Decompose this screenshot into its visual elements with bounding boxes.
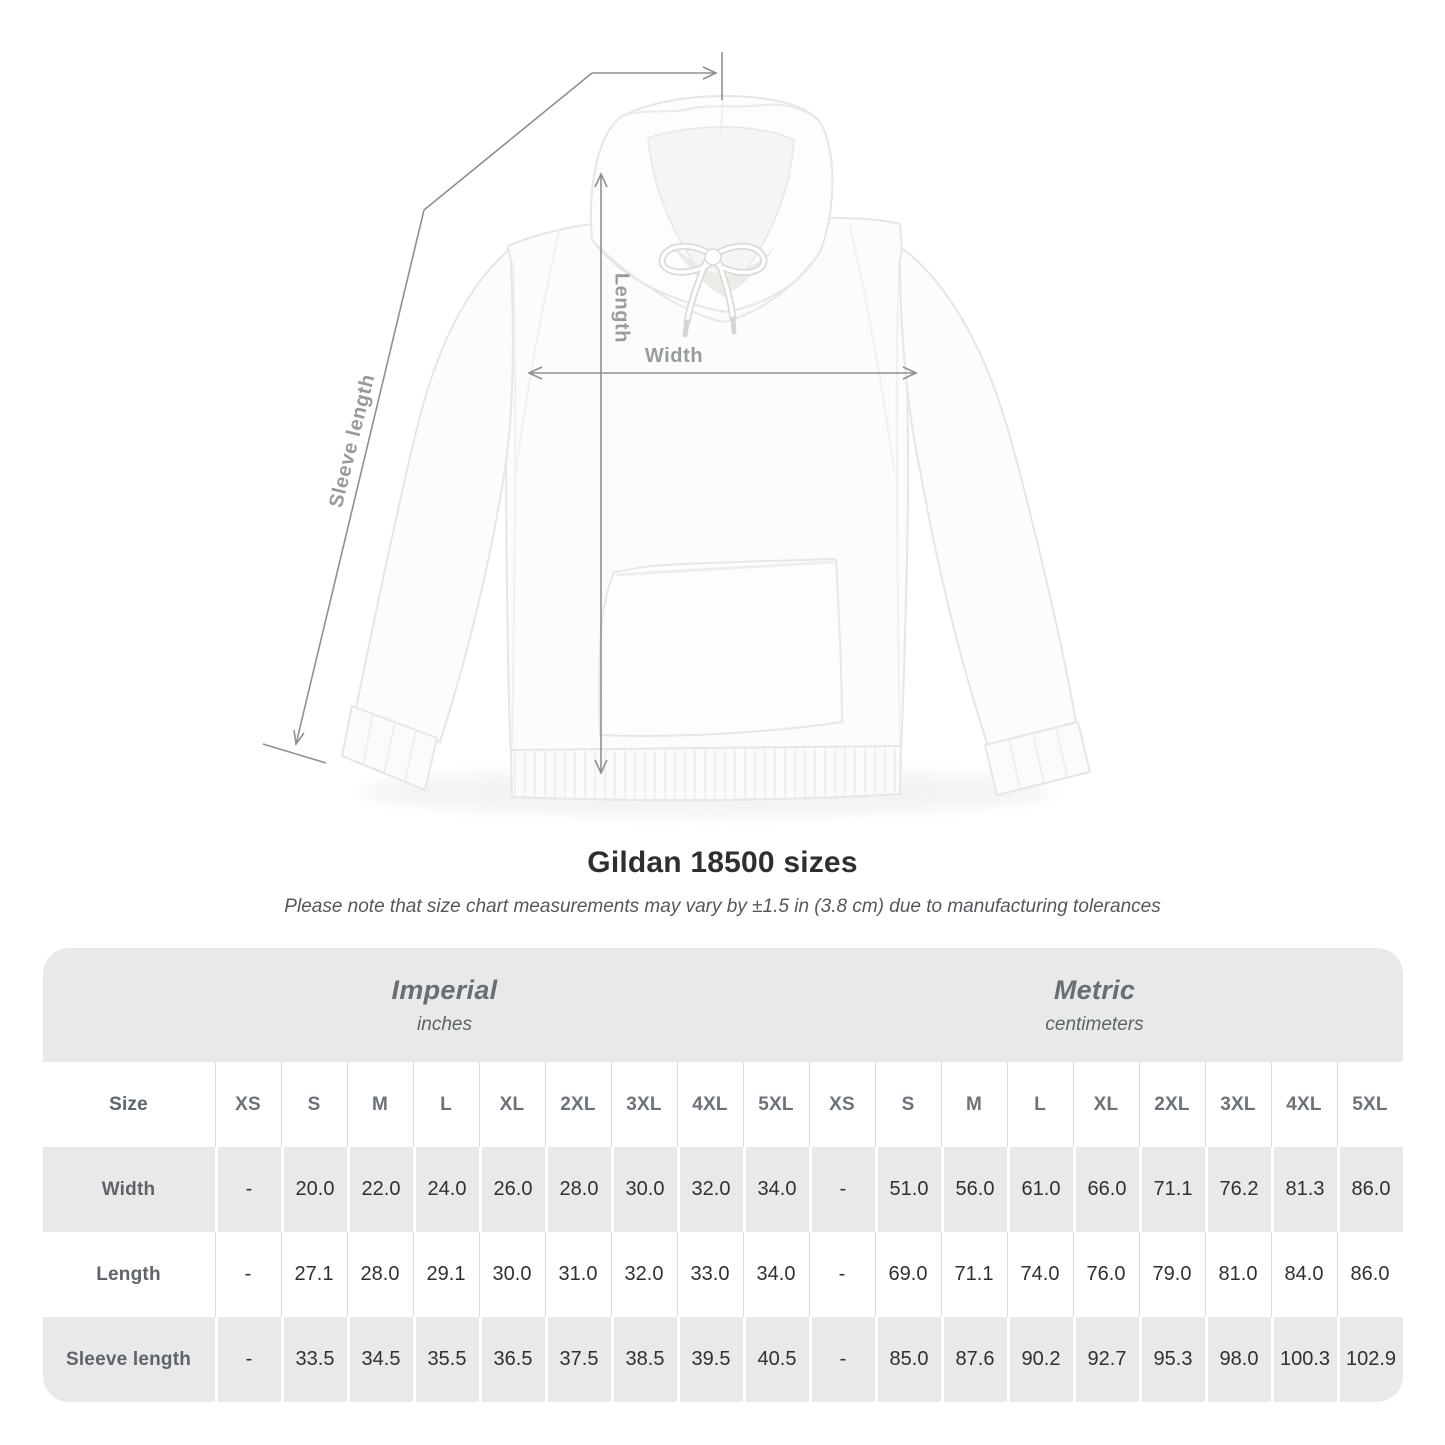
value-cell: 30.0 [611,1147,677,1232]
size-cell: 2XL [545,1062,611,1147]
size-cell: M [347,1062,413,1147]
size-cell: 5XL [743,1062,809,1147]
size-cell: 3XL [1205,1062,1271,1147]
metric-units: centimeters [1045,1013,1144,1035]
size-header-row [43,1062,1403,1147]
size-cell: L [1007,1062,1073,1147]
size-cell: S [281,1062,347,1147]
table-row-width [43,1147,1403,1232]
value-cell: 76.2 [1205,1147,1271,1232]
value-cell: 36.5 [479,1317,545,1402]
row-label: Length [43,1232,215,1317]
value-cell: 28.0 [545,1147,611,1232]
size-cell: XS [215,1062,281,1147]
unit-group-band [43,948,1403,1062]
size-cell: XS [809,1062,875,1147]
value-cell: 85.0 [875,1317,941,1402]
value-cell: 33.5 [281,1317,347,1402]
metric-label: Metric [1053,974,1136,1005]
value-cell: 71.1 [941,1232,1007,1317]
table-row-sleeve-length [43,1317,1403,1402]
value-cell: 95.3 [1139,1317,1205,1402]
length-measure-label: Length [610,272,633,344]
value-cell: 33.0 [677,1232,743,1317]
value-cell: 71.1 [1139,1147,1205,1232]
size-cell: XL [1073,1062,1139,1147]
value-cell: 34.5 [347,1317,413,1402]
value-cell: 29.1 [413,1232,479,1317]
value-cell: 39.5 [677,1317,743,1402]
metric-group-header [809,948,1403,1062]
imperial-units: inches [417,1013,472,1035]
size-cell: 5XL [1337,1062,1403,1147]
right-sleeve [900,248,1090,795]
value-cell: 20.0 [281,1147,347,1232]
value-cell: 81.0 [1205,1232,1271,1317]
size-cell: XL [479,1062,545,1147]
tolerance-note: Please note that size chart measurements may vary by ±1.5 in (3.8 cm) due to manufacturing tolerances [284,896,1161,917]
value-cell: - [809,1232,875,1317]
row-label: Sleeve length [43,1317,215,1402]
value-cell: 66.0 [1073,1147,1139,1232]
value-cell: - [809,1147,875,1232]
value-cell: 35.5 [413,1317,479,1402]
value-cell: 51.0 [875,1147,941,1232]
value-cell: 86.0 [1337,1232,1403,1317]
value-cell: 87.6 [941,1317,1007,1402]
hem-band [511,746,901,800]
value-cell: 76.0 [1073,1232,1139,1317]
size-cell: 3XL [611,1062,677,1147]
value-cell: 81.3 [1271,1147,1337,1232]
value-cell: 30.0 [479,1232,545,1317]
size-chart-table [43,948,1403,1402]
table-row-length [43,1232,1403,1317]
page-title: Gildan 18500 sizes [587,846,858,879]
value-cell: 92.7 [1073,1317,1139,1402]
kangaroo-pocket [599,559,842,736]
size-column-header: Size [43,1062,215,1147]
size-cell: 2XL [1139,1062,1205,1147]
value-cell: 69.0 [875,1232,941,1317]
value-cell: 61.0 [1007,1147,1073,1232]
value-cell: 31.0 [545,1232,611,1317]
size-cell: 4XL [677,1062,743,1147]
width-measure-label: Width [644,345,704,367]
value-cell: 79.0 [1139,1232,1205,1317]
value-cell: - [215,1232,281,1317]
row-label: Width [43,1147,215,1232]
value-cell: 56.0 [941,1147,1007,1232]
value-cell: - [809,1317,875,1402]
value-cell: 86.0 [1337,1147,1403,1232]
value-cell: 37.5 [545,1317,611,1402]
value-cell: 22.0 [347,1147,413,1232]
value-cell: 32.0 [677,1147,743,1232]
left-sleeve [342,250,513,790]
value-cell: 98.0 [1205,1317,1271,1402]
value-cell: 90.2 [1007,1317,1073,1402]
value-cell: 27.1 [281,1232,347,1317]
value-cell: 34.0 [743,1232,809,1317]
value-cell: 38.5 [611,1317,677,1402]
value-cell: 32.0 [611,1232,677,1317]
value-cell: 34.0 [743,1147,809,1232]
value-cell: 28.0 [347,1232,413,1317]
imperial-group-header [43,948,809,1062]
value-cell: 84.0 [1271,1232,1337,1317]
size-cell: M [941,1062,1007,1147]
size-cell: L [413,1062,479,1147]
size-cell: S [875,1062,941,1147]
size-cell: 4XL [1271,1062,1337,1147]
value-cell: 24.0 [413,1147,479,1232]
value-cell: 40.5 [743,1317,809,1402]
value-cell: - [215,1147,281,1232]
value-cell: 100.3 [1271,1317,1337,1402]
value-cell: 74.0 [1007,1232,1073,1317]
value-cell: - [215,1317,281,1402]
value-cell: 102.9 [1337,1317,1403,1402]
sleeve-length-measure-label: Sleeve length [325,371,380,510]
imperial-label: Imperial [391,974,498,1005]
value-cell: 26.0 [479,1147,545,1232]
